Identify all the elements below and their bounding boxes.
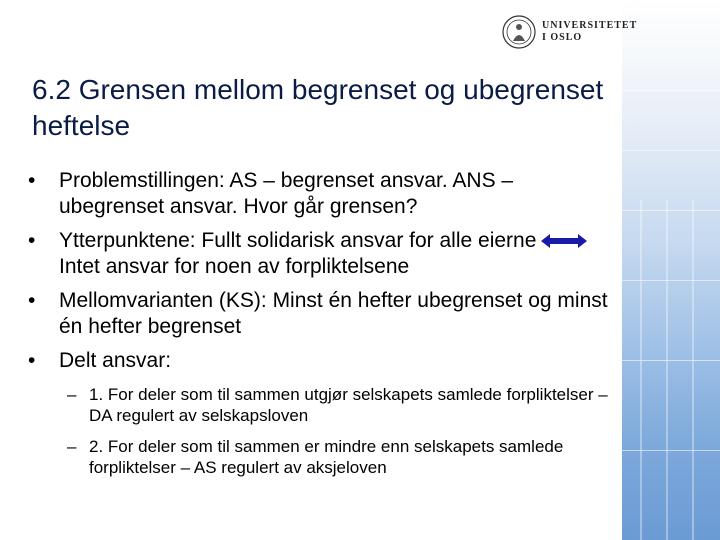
bullet-item (28, 168, 620, 220)
logo-line-1: UNIVERSITETET (542, 20, 638, 31)
logo-line-2: I OSLO (542, 32, 583, 43)
university-seal-icon (502, 15, 536, 49)
bullet-text: Delt ansvar: (59, 349, 172, 372)
bullet-text: Intet ansvar for noen av forpliktelsene (59, 255, 410, 278)
bullet-item (28, 348, 620, 478)
sub-bullet-list (59, 384, 620, 478)
bullet-text: Mellomvarianten (KS): Minst én hefter ubegrenset og minst én hefter begrenset (59, 289, 608, 338)
slide-title: 6.2 Grensen mellom begrenset og ubegrenset heftelse (32, 74, 604, 141)
bullet-item (28, 228, 620, 280)
university-logo (502, 14, 637, 50)
bullet-text: Problemstillingen: AS – begrenset ansvar. ANS – ubegrenset ansvar. Hvor går grensen? (59, 169, 514, 218)
decorative-side-panel (622, 0, 720, 540)
bullet-list (28, 168, 620, 488)
sub-bullet-item: – 1. For deler som til sammen utgjør selskapets samlede forpliktelser – DA regulert av selskapsloven (59, 384, 620, 426)
double-arrow-icon (540, 233, 588, 249)
sub-bullet-item: – 2. For deler som til sammen er mindre enn selskapets samlede forpliktelser – AS regulert av aksjeloven (59, 436, 620, 478)
bullet-item (28, 288, 620, 340)
bullet-text: Ytterpunktene: Fullt solidarisk ansvar for alle eierne (59, 229, 537, 252)
